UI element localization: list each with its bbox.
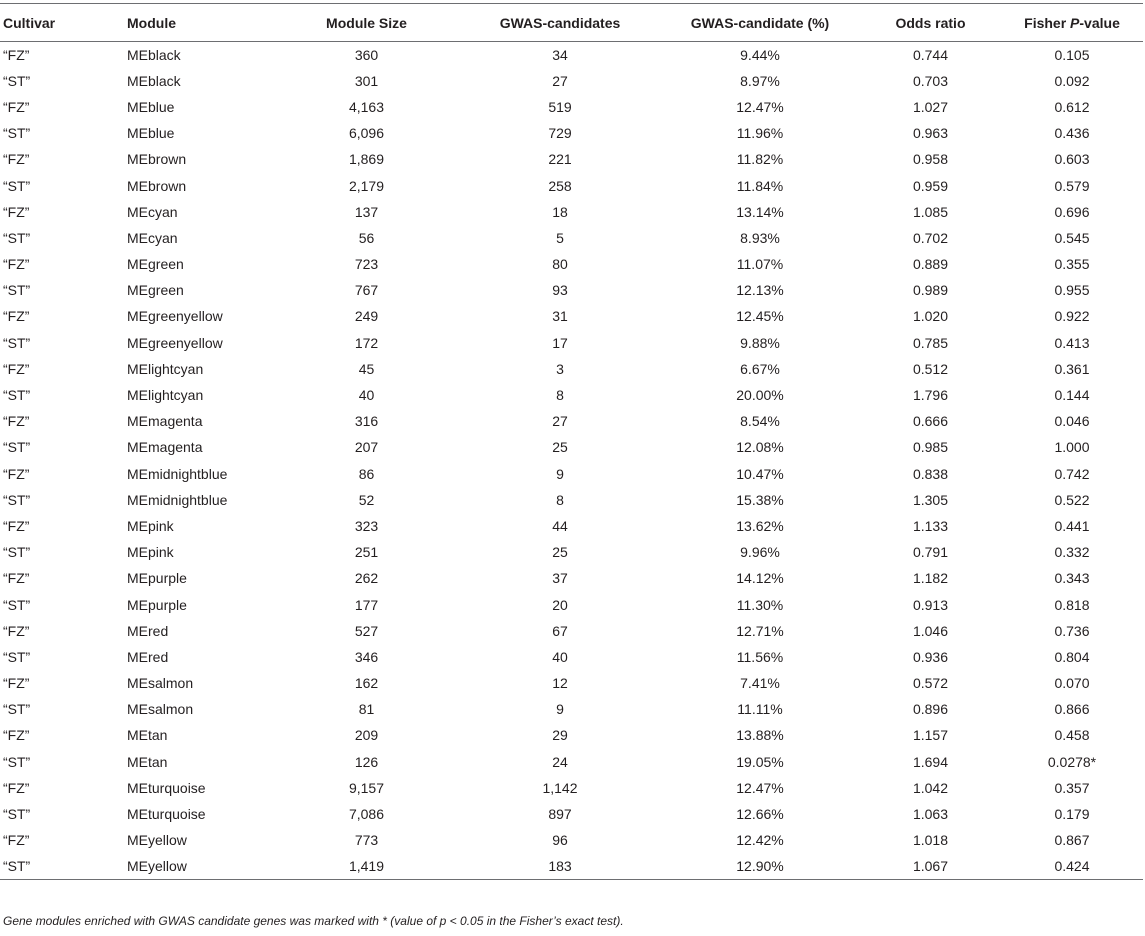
cell-gwas-candidates: 34 — [552, 46, 568, 63]
cell-gwas-candidates: 80 — [552, 256, 568, 273]
cell-gwas-candidate-pct: 6.67% — [740, 360, 780, 377]
cell-gwas-candidate-pct: 20.00% — [736, 387, 784, 404]
cell-odds-ratio: 0.512 — [912, 360, 949, 377]
cell-odds-ratio: 1.157 — [912, 727, 949, 744]
cell-module: MEblue — [127, 98, 175, 115]
cell-gwas-candidate-pct: 11.07% — [736, 256, 784, 273]
cell-module: MEbrown — [127, 177, 187, 194]
cell-cultivar: “FZ” — [3, 413, 30, 430]
cell-gwas-candidate-pct: 19.05% — [736, 753, 784, 770]
cell-cultivar: “FZ” — [3, 46, 30, 63]
cell-gwas-candidate-pct: 9.88% — [740, 334, 780, 351]
cell-gwas-candidate-pct: 8.93% — [740, 229, 780, 246]
cell-fisher-p-value: 0.612 — [1054, 98, 1090, 115]
table-row — [0, 487, 1143, 513]
table-row — [0, 303, 1143, 329]
cell-fisher-p-value: 0.866 — [1054, 701, 1090, 718]
cell-odds-ratio: 0.744 — [912, 46, 949, 63]
table-row — [0, 670, 1143, 696]
table-footnote: Gene modules enriched with GWAS candidate genes was marked with * (value of p < 0.05 in the Fisher’s exact test). — [3, 914, 624, 928]
cell-cultivar: “FZ” — [3, 570, 30, 587]
cell-cultivar: “FZ” — [3, 832, 30, 849]
cell-cultivar: “FZ” — [3, 308, 30, 325]
cell-fisher-p-value: 0.046 — [1054, 413, 1090, 430]
cell-cultivar: “ST” — [3, 753, 31, 770]
cell-fisher-p-value: 0.736 — [1054, 622, 1090, 639]
cell-module: MEsalmon — [127, 675, 194, 692]
table-row — [0, 68, 1143, 94]
cell-gwas-candidate-pct: 11.96% — [736, 125, 784, 142]
cell-gwas-candidates: 96 — [552, 832, 568, 849]
cell-odds-ratio: 0.936 — [912, 648, 949, 665]
cell-cultivar: “FZ” — [3, 517, 30, 534]
cell-module: MEtan — [127, 753, 168, 770]
cell-gwas-candidates: 897 — [548, 806, 572, 823]
cell-cultivar: “ST” — [3, 648, 31, 665]
cell-odds-ratio: 0.572 — [912, 675, 949, 692]
cell-odds-ratio: 1.305 — [912, 491, 949, 508]
cell-odds-ratio: 0.963 — [912, 125, 949, 142]
cell-module-size: 1,869 — [348, 151, 385, 168]
table-row — [0, 172, 1143, 198]
table-row — [0, 434, 1143, 460]
header-module-size: Module Size — [273, 4, 460, 42]
table-row — [0, 722, 1143, 748]
cell-odds-ratio: 1.796 — [912, 387, 949, 404]
cell-odds-ratio: 0.703 — [912, 72, 949, 89]
cell-module-size: 323 — [354, 517, 379, 534]
cell-cultivar: “ST” — [3, 596, 31, 613]
table-row — [0, 827, 1143, 853]
cell-module-size: 2,179 — [348, 177, 385, 194]
cell-module: MEcyan — [127, 203, 178, 220]
cell-gwas-candidates: 18 — [552, 203, 568, 220]
cell-module-size: 209 — [354, 727, 379, 744]
cell-cultivar: “FZ” — [3, 151, 30, 168]
table-row — [0, 539, 1143, 565]
cell-module: MEgreenyellow — [127, 308, 223, 325]
cell-cultivar: “ST” — [3, 229, 31, 246]
cell-cultivar: “ST” — [3, 72, 31, 89]
table-row — [0, 408, 1143, 434]
cell-odds-ratio: 0.989 — [912, 282, 949, 299]
cell-module-size: 527 — [354, 622, 379, 639]
header-fisher-p: P — [1070, 14, 1080, 31]
cell-odds-ratio: 0.896 — [912, 701, 949, 718]
cell-module: MEgreen — [127, 256, 184, 273]
cell-module-size: 81 — [358, 701, 375, 718]
cell-module-size: 172 — [354, 334, 379, 351]
cell-gwas-candidates: 3 — [556, 360, 564, 377]
cell-cultivar: “FZ” — [3, 203, 30, 220]
cell-gwas-candidates: 93 — [552, 282, 568, 299]
cell-cultivar: “ST” — [3, 125, 31, 142]
cell-gwas-candidates: 27 — [552, 72, 568, 89]
cell-gwas-candidate-pct: 7.41% — [740, 675, 780, 692]
cell-odds-ratio: 0.702 — [912, 229, 949, 246]
table-row — [0, 94, 1143, 120]
cell-odds-ratio: 1.027 — [912, 98, 949, 115]
cell-module-size: 316 — [354, 413, 379, 430]
cell-gwas-candidates: 44 — [552, 517, 568, 534]
cell-gwas-candidate-pct: 9.44% — [740, 46, 780, 63]
cell-module: MEturquoise — [127, 806, 206, 823]
cell-module: MEtan — [127, 727, 168, 744]
cell-cultivar: “ST” — [3, 544, 31, 561]
cell-fisher-p-value: 0.144 — [1054, 387, 1090, 404]
cell-module-size: 177 — [354, 596, 379, 613]
cell-gwas-candidate-pct: 12.13% — [736, 282, 784, 299]
header-fisher-prefix: Fisher — [1024, 14, 1071, 31]
cell-odds-ratio: 0.838 — [912, 465, 949, 482]
table-row — [0, 618, 1143, 644]
cell-cultivar: “ST” — [0, 853, 125, 879]
cell-gwas-candidate-pct: 12.47% — [736, 98, 784, 115]
table-row — [0, 146, 1143, 172]
cell-gwas-candidate-pct: 12.47% — [736, 779, 784, 796]
cell-module-size: 6,096 — [348, 125, 385, 142]
cell-module: MEgreenyellow — [127, 334, 223, 351]
cell-gwas-candidate-pct: 13.14% — [736, 203, 784, 220]
table-row — [0, 696, 1143, 722]
cell-cultivar: “FZ” — [3, 622, 30, 639]
cell-odds-ratio: 1.694 — [912, 753, 949, 770]
cell-gwas-candidate-pct: 12.08% — [736, 439, 784, 456]
cell-fisher-p-value: 0.955 — [1054, 282, 1090, 299]
cell-odds-ratio: 0.666 — [912, 413, 949, 430]
cell-gwas-candidates: 519 — [548, 98, 572, 115]
table-row — [0, 42, 1143, 68]
cell-module: MEyellow — [125, 853, 273, 879]
cell-gwas-candidates: 9 — [556, 465, 564, 482]
cell-module-size: 4,163 — [348, 98, 385, 115]
table-row — [0, 749, 1143, 775]
cell-module: MEpink — [127, 517, 174, 534]
cell-module-size: 773 — [354, 832, 379, 849]
cell-fisher-p-value: 0.355 — [1054, 256, 1090, 273]
table-row — [0, 853, 1143, 879]
header-module: Module — [125, 4, 273, 42]
cell-module: MEmagenta — [127, 413, 203, 430]
cell-gwas-candidate-pct: 8.97% — [740, 72, 780, 89]
cell-odds-ratio: 0.958 — [912, 151, 949, 168]
cell-cultivar: “ST” — [3, 491, 31, 508]
header-fisher-p-value — [1001, 4, 1143, 42]
cell-module-size: 137 — [354, 203, 379, 220]
cell-module: MEred — [127, 648, 169, 665]
cell-gwas-candidate-pct: 15.38% — [736, 491, 784, 508]
cell-module: MEpurple — [127, 596, 187, 613]
cell-module: MEyellow — [127, 832, 187, 849]
cell-gwas-candidates: 31 — [552, 308, 568, 325]
cell-fisher-p-value: 0.413 — [1054, 334, 1090, 351]
cell-odds-ratio: 0.985 — [912, 439, 949, 456]
cell-fisher-p-value: 0.579 — [1054, 177, 1090, 194]
cell-module-size: 56 — [358, 229, 375, 246]
cell-fisher-p-value: 0.357 — [1054, 779, 1090, 796]
cell-gwas-candidate-pct: 13.62% — [736, 517, 784, 534]
table-row — [0, 251, 1143, 277]
cell-fisher-p-value: 0.092 — [1054, 72, 1090, 89]
cell-gwas-candidates: 25 — [552, 544, 568, 561]
cell-fisher-p-value: 0.522 — [1054, 491, 1090, 508]
cell-gwas-candidates: 29 — [552, 727, 568, 744]
cell-cultivar: “FZ” — [3, 256, 30, 273]
cell-module: MEblack — [127, 72, 181, 89]
header-gwas-candidates: GWAS-candidates — [460, 4, 660, 42]
cell-odds-ratio: 1.046 — [912, 622, 949, 639]
cell-fisher-p-value: 0.545 — [1054, 229, 1090, 246]
cell-cultivar: “FZ” — [3, 465, 30, 482]
cell-module-size: 52 — [358, 491, 375, 508]
table-row — [0, 644, 1143, 670]
cell-module: MEpink — [127, 544, 174, 561]
table-row — [0, 356, 1143, 382]
cell-odds-ratio: 1.182 — [912, 570, 949, 587]
cell-gwas-candidates: 5 — [556, 229, 564, 246]
cell-gwas-candidates: 40 — [552, 648, 568, 665]
cell-cultivar: “FZ” — [3, 779, 30, 796]
cell-fisher-p-value: 0.105 — [1054, 46, 1090, 63]
cell-gwas-candidates: 67 — [552, 622, 568, 639]
cell-fisher-p-value: 0.179 — [1054, 806, 1090, 823]
cell-module: MEsalmon — [127, 701, 194, 718]
table-row — [0, 565, 1143, 591]
cell-gwas-candidate-pct: 14.12% — [736, 570, 784, 587]
header-gwas-candidate-pct: GWAS-candidate (%) — [660, 4, 860, 42]
cell-module: MEpurple — [127, 570, 187, 587]
cell-fisher-p-value: 0.696 — [1054, 203, 1090, 220]
cell-cultivar: “FZ” — [3, 98, 30, 115]
cell-module-size: 346 — [354, 648, 379, 665]
cell-gwas-candidates: 12 — [552, 675, 568, 692]
cell-gwas-candidates: 258 — [548, 177, 572, 194]
cell-cultivar: “ST” — [3, 334, 31, 351]
cell-module-size: 360 — [354, 46, 379, 63]
cell-gwas-candidates: 1,142 — [542, 779, 578, 796]
cell-fisher-p-value: 0.424 — [1001, 853, 1143, 879]
cell-module: MEbrown — [127, 151, 187, 168]
cell-gwas-candidates: 37 — [552, 570, 568, 587]
cell-module-size: 40 — [358, 387, 375, 404]
cell-module-size: 45 — [358, 360, 375, 377]
cell-gwas-candidate-pct: 9.96% — [740, 544, 780, 561]
cell-module: MEmidnightblue — [127, 491, 228, 508]
table-row — [0, 277, 1143, 303]
header-odds-ratio: Odds ratio — [860, 4, 1001, 42]
cell-module-size: 1,419 — [273, 853, 460, 879]
table-row — [0, 461, 1143, 487]
header-fisher-suffix: -value — [1079, 14, 1120, 31]
cell-module-size: 251 — [354, 544, 379, 561]
cell-odds-ratio: 0.889 — [912, 256, 949, 273]
cell-fisher-p-value: 0.922 — [1054, 308, 1090, 325]
header-row — [0, 4, 1143, 42]
cell-fisher-p-value: 0.0278* — [1047, 753, 1097, 770]
cell-gwas-candidate-pct: 11.82% — [736, 151, 784, 168]
cell-gwas-candidate-pct: 8.54% — [740, 413, 780, 430]
cell-gwas-candidate-pct: 11.56% — [736, 648, 784, 665]
table-row — [0, 801, 1143, 827]
cell-fisher-p-value: 0.818 — [1054, 596, 1090, 613]
cell-odds-ratio: 1.020 — [912, 308, 949, 325]
cell-module-size: 207 — [354, 439, 379, 456]
table-row — [0, 120, 1143, 146]
cell-gwas-candidates: 20 — [552, 596, 568, 613]
cell-fisher-p-value: 0.343 — [1054, 570, 1090, 587]
cell-module-size: 723 — [354, 256, 379, 273]
cell-module-size: 86 — [358, 465, 375, 482]
cell-module-size: 9,157 — [348, 779, 385, 796]
cell-module-size: 767 — [354, 282, 379, 299]
cell-fisher-p-value: 0.070 — [1054, 675, 1090, 692]
table-row — [0, 225, 1143, 251]
cell-gwas-candidate-pct: 12.45% — [736, 308, 784, 325]
cell-fisher-p-value: 0.332 — [1054, 544, 1090, 561]
cell-module: MEblack — [127, 46, 181, 63]
cell-module-size: 7,086 — [348, 806, 385, 823]
cell-gwas-candidates: 25 — [552, 439, 568, 456]
table-row — [0, 591, 1143, 617]
cell-cultivar: “ST” — [3, 282, 31, 299]
cell-cultivar: “ST” — [3, 177, 31, 194]
cell-cultivar: “FZ” — [3, 727, 30, 744]
cell-module-size: 301 — [354, 72, 379, 89]
cell-fisher-p-value: 0.742 — [1054, 465, 1090, 482]
cell-fisher-p-value: 0.867 — [1054, 832, 1090, 849]
cell-fisher-p-value: 0.458 — [1054, 727, 1090, 744]
cell-module-size: 249 — [354, 308, 379, 325]
cell-gwas-candidates: 729 — [548, 125, 572, 142]
cell-fisher-p-value: 1.000 — [1054, 439, 1090, 456]
cell-gwas-candidate-pct: 12.90% — [660, 853, 860, 879]
cell-odds-ratio: 0.913 — [912, 596, 949, 613]
cell-module: MEturquoise — [127, 779, 206, 796]
cell-gwas-candidates: 9 — [556, 701, 564, 718]
cell-odds-ratio: 1.018 — [912, 832, 949, 849]
cell-fisher-p-value: 0.361 — [1054, 360, 1090, 377]
cell-fisher-p-value: 0.804 — [1054, 648, 1090, 665]
cell-cultivar: “ST” — [3, 439, 31, 456]
cell-gwas-candidates: 24 — [552, 753, 568, 770]
cell-gwas-candidate-pct: 13.88% — [736, 727, 784, 744]
cell-odds-ratio: 0.959 — [912, 177, 949, 194]
cell-fisher-p-value: 0.441 — [1054, 517, 1090, 534]
gwas-enrichment-table — [0, 3, 1143, 880]
cell-cultivar: “ST” — [3, 387, 31, 404]
cell-module-size: 262 — [354, 570, 379, 587]
cell-module-size: 126 — [354, 753, 379, 770]
cell-odds-ratio: 1.042 — [912, 779, 949, 796]
cell-gwas-candidate-pct: 10.47% — [736, 465, 784, 482]
cell-gwas-candidate-pct: 12.71% — [736, 622, 784, 639]
cell-fisher-p-value: 0.436 — [1054, 125, 1090, 142]
cell-odds-ratio: 1.085 — [912, 203, 949, 220]
cell-module-size: 162 — [354, 675, 379, 692]
cell-cultivar: “FZ” — [3, 360, 30, 377]
cell-gwas-candidates: 221 — [548, 151, 572, 168]
table-row — [0, 382, 1143, 408]
cell-module: MEred — [127, 622, 169, 639]
cell-gwas-candidate-pct: 11.84% — [736, 177, 784, 194]
cell-odds-ratio: 1.063 — [912, 806, 949, 823]
cell-gwas-candidate-pct: 12.42% — [736, 832, 784, 849]
cell-gwas-candidate-pct: 12.66% — [736, 806, 784, 823]
table-body — [0, 42, 1143, 880]
cell-gwas-candidates: 27 — [552, 413, 568, 430]
cell-cultivar: “FZ” — [3, 675, 30, 692]
cell-module: MEmidnightblue — [127, 465, 228, 482]
table-row — [0, 775, 1143, 801]
table-header — [0, 4, 1143, 42]
cell-odds-ratio: 1.067 — [860, 853, 1001, 879]
cell-odds-ratio: 0.791 — [912, 544, 949, 561]
cell-module: MElightcyan — [127, 360, 204, 377]
cell-cultivar: “ST” — [3, 701, 31, 718]
cell-gwas-candidate-pct: 11.30% — [736, 596, 784, 613]
cell-module: MElightcyan — [127, 387, 204, 404]
cell-odds-ratio: 0.785 — [912, 334, 949, 351]
cell-module: MEcyan — [127, 229, 178, 246]
cell-gwas-candidates: 8 — [556, 491, 564, 508]
cell-module: MEmagenta — [127, 439, 203, 456]
cell-fisher-p-value: 0.603 — [1054, 151, 1090, 168]
cell-module: MEgreen — [127, 282, 184, 299]
cell-gwas-candidates: 8 — [556, 387, 564, 404]
cell-cultivar: “ST” — [3, 806, 31, 823]
cell-gwas-candidates: 17 — [552, 334, 568, 351]
cell-odds-ratio: 1.133 — [912, 517, 949, 534]
cell-module: MEblue — [127, 125, 175, 142]
cell-gwas-candidate-pct: 11.11% — [737, 701, 783, 718]
table-row — [0, 199, 1143, 225]
cell-gwas-candidates: 183 — [460, 853, 660, 879]
table-row — [0, 513, 1143, 539]
header-cultivar: Cultivar — [0, 4, 125, 42]
table-row — [0, 330, 1143, 356]
